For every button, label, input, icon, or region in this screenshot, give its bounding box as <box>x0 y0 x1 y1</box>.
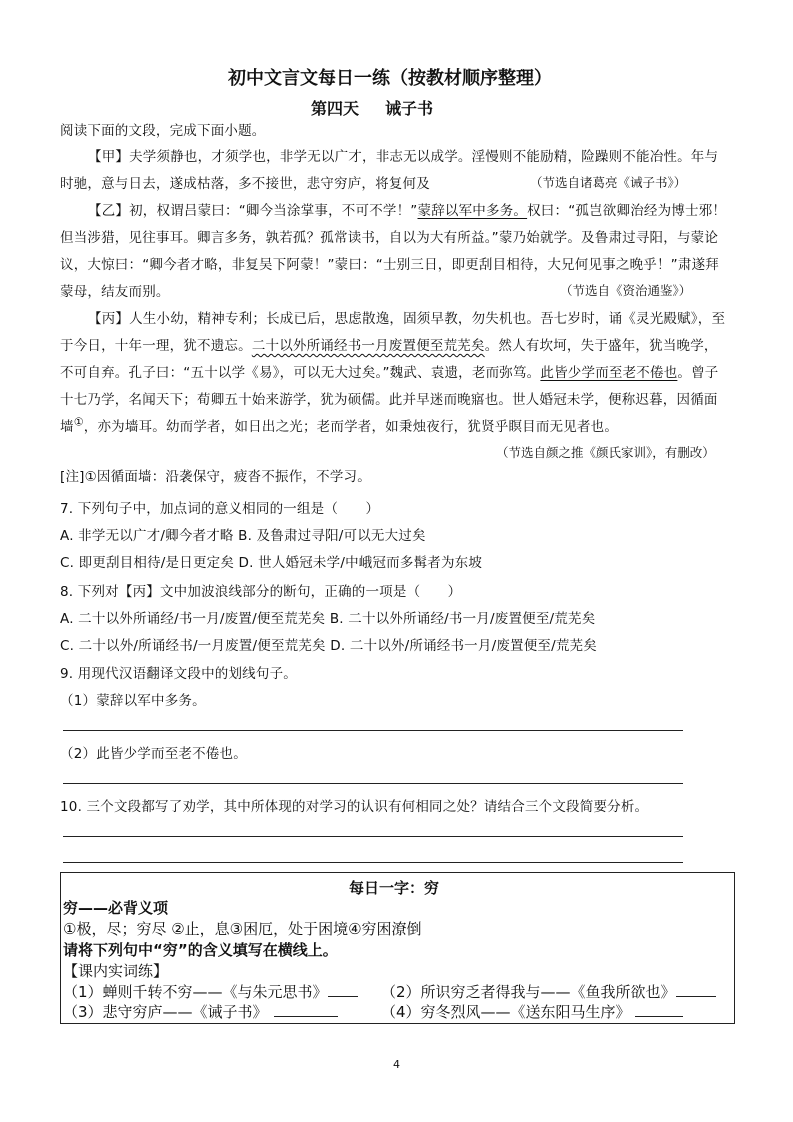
passage-b-source: （节选自《资治通鉴》） <box>560 283 692 298</box>
question-7-options-cd: C. 即更刮目相待/是日更定矣 D. 世人婚冠未学/中峨冠而多髯者为东坡 <box>60 555 483 571</box>
day-label: 第四天 <box>311 99 360 118</box>
passage-c-line-4: 十七乃学，名闻天下；荀卿五十始来游学，犹为硕儒。此并早迷而晚寤也。世人婚冠未学，便称迟暮，因循面 <box>60 392 718 408</box>
passage-b-line-2: 但当涉猎，见往事耳。卿言多务，孰若孤？孤常读书，自以为大有所益。”蒙乃始就学。及鲁肃过寻阳，与蒙论 <box>60 230 719 246</box>
answer-line[interactable] <box>63 730 683 731</box>
fill-blank[interactable] <box>328 982 358 997</box>
answer-line[interactable] <box>63 783 683 784</box>
passage-c-line-2-pre: 于今日，十年一理，犹不遗忘。 <box>60 338 252 354</box>
drill-item-2-text: （2）所识穷乏者得我与——《鱼我所欲也》 <box>381 983 676 1001</box>
passage-c-line-5 <box>60 415 618 435</box>
question-9: 9. 用现代汉语翻译文段中的划线句子。 <box>60 666 297 682</box>
passage-b-line-1 <box>88 199 726 219</box>
passage-a-source: （节选自诸葛亮《诫子书》） <box>530 175 687 190</box>
question-9-part-2: （2）此皆少学而至老不倦也。 <box>60 746 247 762</box>
word-box-heading: 穷——必背义项 <box>63 899 169 917</box>
passage-a-line-1: 【甲】夫学须静也，才须学也，非学无以广才，非志无以成学。淫慢则不能励精，险躁则不能冶性。年与 <box>88 149 719 165</box>
word-box-instruction: 请将下列句中“穷”的含义填写在横线上。 <box>63 941 338 959</box>
passage-c-line-1: 【丙】人生小幼，精神专利；长成已后，思虑散逸，固须早教，勿失机也。吾七岁时，诵《灵光殿赋》，至 <box>88 311 726 327</box>
answer-line[interactable] <box>63 862 683 863</box>
passage-c-source: （节选自颜之推《颜氏家训》，有删改） <box>496 445 715 460</box>
fill-blank[interactable] <box>274 1002 338 1017</box>
word-box-meanings: ①极，尽；穷尽 ②止，息③困厄，处于困境④穷困潦倒 <box>63 920 422 938</box>
drill-item-4-text: （4）穷冬烈风——《送东阳马生序》 <box>381 1003 631 1021</box>
answer-line[interactable] <box>63 836 683 837</box>
page-number: 4 <box>393 1058 400 1071</box>
underlined-sentence-1: 蒙辞以军中多务。 <box>417 203 528 219</box>
word-of-day-box <box>60 872 735 1024</box>
lesson-title: 诫子书 <box>385 99 434 118</box>
drill-item-3-text: （3）悲守穷庐——《诫子书》 <box>63 1003 268 1021</box>
passage-c-line-5-a: 墙 <box>60 419 74 435</box>
question-9-part-1: （1）蒙辞以军中多务。 <box>60 693 206 709</box>
drill-item-1-text: （1）蝉则千转不穷——《与朱元思书》 <box>63 983 328 1001</box>
drill-item-4 <box>381 1001 683 1022</box>
passage-c-line-3-post: 。曾子 <box>677 365 719 381</box>
passage-c-line-5-b: ，亦为墙耳。幼而学者，如日出之光；老而学者，如秉烛夜行，犹贤乎瞑目而无见者也。 <box>83 419 619 435</box>
footnote: [注]①因循面墙：沿袭保守，疲沓不振作，不学习。 <box>60 469 371 485</box>
question-7-options-ab: A. 非学无以广才/卿今者才略 B. 及鲁肃过寻阳/可以无大过矣 <box>60 528 426 544</box>
passage-b-line-1-post: 权曰：“孤岂欲卿治经为博士邪！ <box>527 203 727 219</box>
footnote-marker: ① <box>73 415 84 429</box>
page-title: 初中文言文每日一练（按教材顺序整理） <box>228 68 552 89</box>
drill-item-2 <box>381 981 716 1002</box>
question-10: 10. 三个文段都写了劝学，其中所体现的对学习的认识有何相同之处？请结合三个文段简要分析。 <box>60 799 649 815</box>
passage-b-line-3: 议，大惊曰：“卿今者才略，非复吴下阿蒙！”蒙曰：“士别三日，即更刮目相待，大兄何见事之晚乎！”肃遂拜 <box>60 257 719 273</box>
question-8-options-ab: A. 二十以外所诵经/书一月/废置/便至荒芜矣 B. 二十以外所诵经/书一月/废置便至/荒芜矣 <box>60 611 596 627</box>
passage-a-line-2: 时驰，意与日去，遂成枯落，多不接世，悲守穷庐，将复何及 <box>60 176 430 192</box>
intro-text: 阅读下面的文段，完成下面小题。 <box>60 123 266 139</box>
fill-blank[interactable] <box>676 982 716 997</box>
question-8: 8. 下列对【丙】文中加波浪线部分的断句，正确的一项是（ ） <box>60 584 462 600</box>
drill-item-3 <box>63 1001 338 1022</box>
passage-c-line-3 <box>60 361 719 381</box>
passage-b-line-1-pre: 【乙】初，权谓吕蒙曰：“卿今当涂掌事，不可不学！” <box>88 203 418 219</box>
underlined-sentence-2: 此皆少学而至老不倦也 <box>540 365 678 381</box>
word-box-drill-label: 【课内实词练】 <box>63 962 169 980</box>
wavy-underlined-sentence: 二十以外所诵经书一月废置便至荒芜矣 <box>251 338 485 354</box>
word-box-title: 每日一字：穷 <box>349 879 440 897</box>
drill-item-1 <box>63 981 358 1002</box>
question-7: 7. 下列句子中，加点词的意义相同的一组是（ ） <box>60 501 380 517</box>
passage-b-line-4: 蒙母，结友而别。 <box>60 284 170 300</box>
passage-c-line-3-pre: 不可自弃。孔子曰：“五十以学《易》，可以无大过矣。”魏武、袁遗，老而弥笃。 <box>60 365 541 381</box>
passage-c-line-2-post: 。然人有坎坷，失于盛年，犹当晚学， <box>484 338 718 354</box>
fill-blank[interactable] <box>635 1002 683 1017</box>
passage-c-line-2 <box>60 334 718 354</box>
question-8-options-cd: C. 二十以外/所诵经书/一月废置/便至荒芜矣 D. 二十以外/所诵经书一月/废置便至/荒芜矣 <box>60 638 597 654</box>
